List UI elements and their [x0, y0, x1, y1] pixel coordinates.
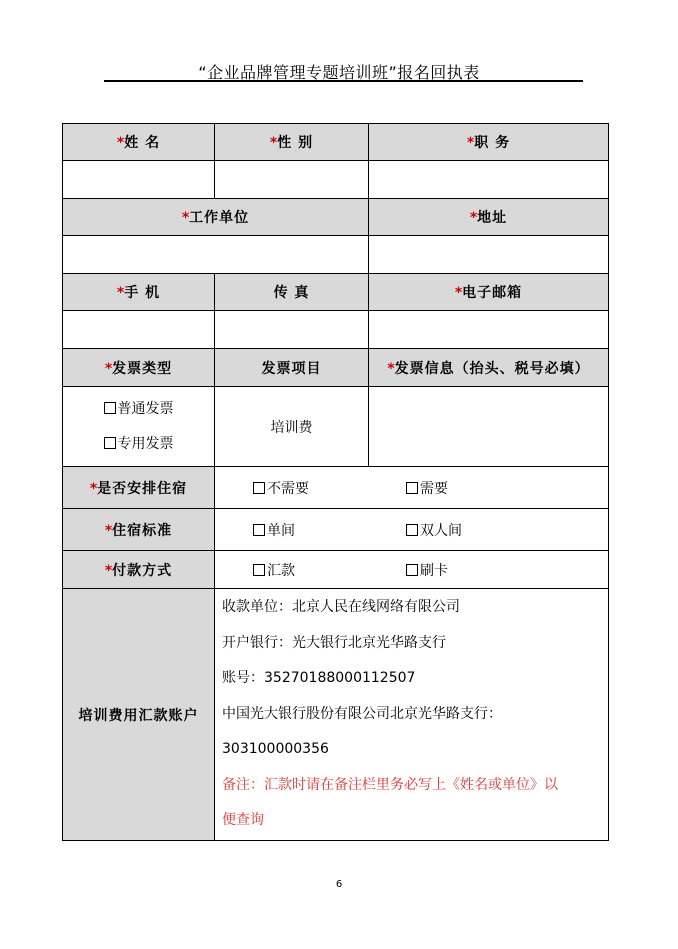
fax-field[interactable] — [215, 311, 369, 349]
option-label: 汇款 — [267, 562, 295, 579]
required-marker: * — [269, 135, 278, 151]
lodging-options — [215, 467, 609, 509]
invoice-type-label: 发票类型 — [112, 360, 173, 377]
room-standard-header — [63, 509, 215, 551]
position-field[interactable] — [369, 161, 609, 199]
option-label: 需要 — [420, 480, 448, 497]
invoice-item-header — [215, 349, 369, 387]
name-field[interactable] — [63, 161, 215, 199]
required-marker: * — [104, 522, 113, 539]
payment-card-option[interactable] — [406, 560, 448, 580]
lodging-no-option[interactable] — [253, 478, 309, 498]
required-marker: * — [181, 210, 190, 226]
checkbox-icon[interactable] — [253, 482, 265, 494]
payment-transfer-option[interactable] — [253, 560, 295, 580]
option-label: 普通发票 — [117, 400, 174, 417]
payment-label: 付款方式 — [112, 562, 173, 579]
option-label: 专用发票 — [117, 435, 174, 452]
bank-code: 303100000356 — [222, 741, 329, 758]
email-header — [369, 274, 609, 311]
position-header — [369, 124, 609, 161]
page-number: 6 — [335, 879, 343, 890]
gender-label: 性 别 — [277, 135, 314, 151]
option-label: 刷卡 — [420, 562, 448, 579]
room-standard-label: 住宿标准 — [112, 522, 173, 539]
checkbox-icon[interactable] — [406, 482, 418, 494]
required-marker: * — [466, 135, 475, 151]
title-underline — [104, 80, 583, 82]
fax-header — [215, 274, 369, 311]
form-title: “企业品牌管理专题培训班”报名回执表 — [198, 63, 480, 82]
company-field[interactable] — [63, 236, 369, 274]
invoice-item-label: 发票项目 — [261, 360, 322, 377]
checkbox-icon[interactable] — [253, 524, 265, 536]
lodging-label: 是否安排住宿 — [97, 480, 188, 497]
position-label: 职 务 — [474, 135, 511, 151]
invoice-info-header — [369, 349, 609, 387]
invoice-type-special-option[interactable] — [63, 427, 214, 462]
option-label: 单间 — [267, 522, 295, 539]
required-marker: * — [104, 360, 113, 377]
name-label: 姓 名 — [124, 135, 161, 151]
company-header — [63, 199, 369, 236]
address-field[interactable] — [369, 236, 609, 274]
remittance-note-line1: 备注：汇款时请在备注栏里务必写上《姓名或单位》以 — [222, 776, 558, 793]
fax-label: 传 真 — [273, 285, 310, 301]
invoice-type-options — [63, 387, 215, 467]
lodging-yes-option[interactable] — [406, 478, 448, 498]
gender-header — [215, 124, 369, 161]
invoice-item-text: 培训费 — [270, 419, 313, 436]
address-label: 地址 — [477, 210, 508, 226]
lodging-header — [63, 467, 215, 509]
gender-field[interactable] — [215, 161, 369, 199]
room-double-option[interactable] — [406, 520, 462, 540]
invoice-type-header — [63, 349, 215, 387]
invoice-type-ordinary-option[interactable] — [63, 392, 214, 427]
checkbox-icon[interactable] — [253, 564, 265, 576]
account-header — [63, 589, 215, 841]
room-single-option[interactable] — [253, 520, 295, 540]
mobile-label: 手 机 — [124, 285, 161, 301]
required-marker: * — [89, 480, 98, 497]
required-marker: * — [116, 135, 125, 151]
bank-account-number: 账号：35270188000112507 — [222, 670, 416, 687]
required-marker: * — [387, 360, 395, 377]
room-standard-options — [215, 509, 609, 551]
address-header — [369, 199, 609, 236]
email-label: 电子邮箱 — [462, 285, 523, 301]
invoice-item-value — [215, 387, 369, 467]
required-marker: * — [104, 562, 113, 579]
bank-info — [215, 589, 609, 841]
checkbox-icon[interactable] — [406, 524, 418, 536]
invoice-info-field[interactable] — [369, 387, 609, 467]
account-label: 培训费用汇款账户 — [78, 707, 199, 724]
bank-name: 开户银行：光大银行北京光华路支行 — [222, 634, 446, 651]
registration-form-table — [62, 123, 609, 841]
payment-header — [63, 551, 215, 589]
option-label: 双人间 — [420, 522, 462, 539]
invoice-info-label: 发票信息（抬头、税号必填） — [394, 360, 590, 377]
checkbox-icon[interactable] — [104, 402, 116, 414]
mobile-field[interactable] — [63, 311, 215, 349]
required-marker: * — [116, 285, 125, 301]
name-header — [63, 124, 215, 161]
payment-options — [215, 551, 609, 589]
company-label: 工作单位 — [189, 210, 250, 226]
checkbox-icon[interactable] — [406, 564, 418, 576]
remittance-note-line2: 便查询 — [222, 812, 264, 829]
bank-full-name: 中国光大银行股份有限公司北京光华路支行： — [222, 705, 502, 722]
required-marker: * — [454, 285, 463, 301]
checkbox-icon[interactable] — [104, 437, 116, 449]
required-marker: * — [469, 210, 478, 226]
mobile-header — [63, 274, 215, 311]
option-label: 不需要 — [267, 480, 309, 497]
bank-payee: 收款单位：北京人民在线网络有限公司 — [222, 599, 460, 616]
email-field[interactable] — [369, 311, 609, 349]
